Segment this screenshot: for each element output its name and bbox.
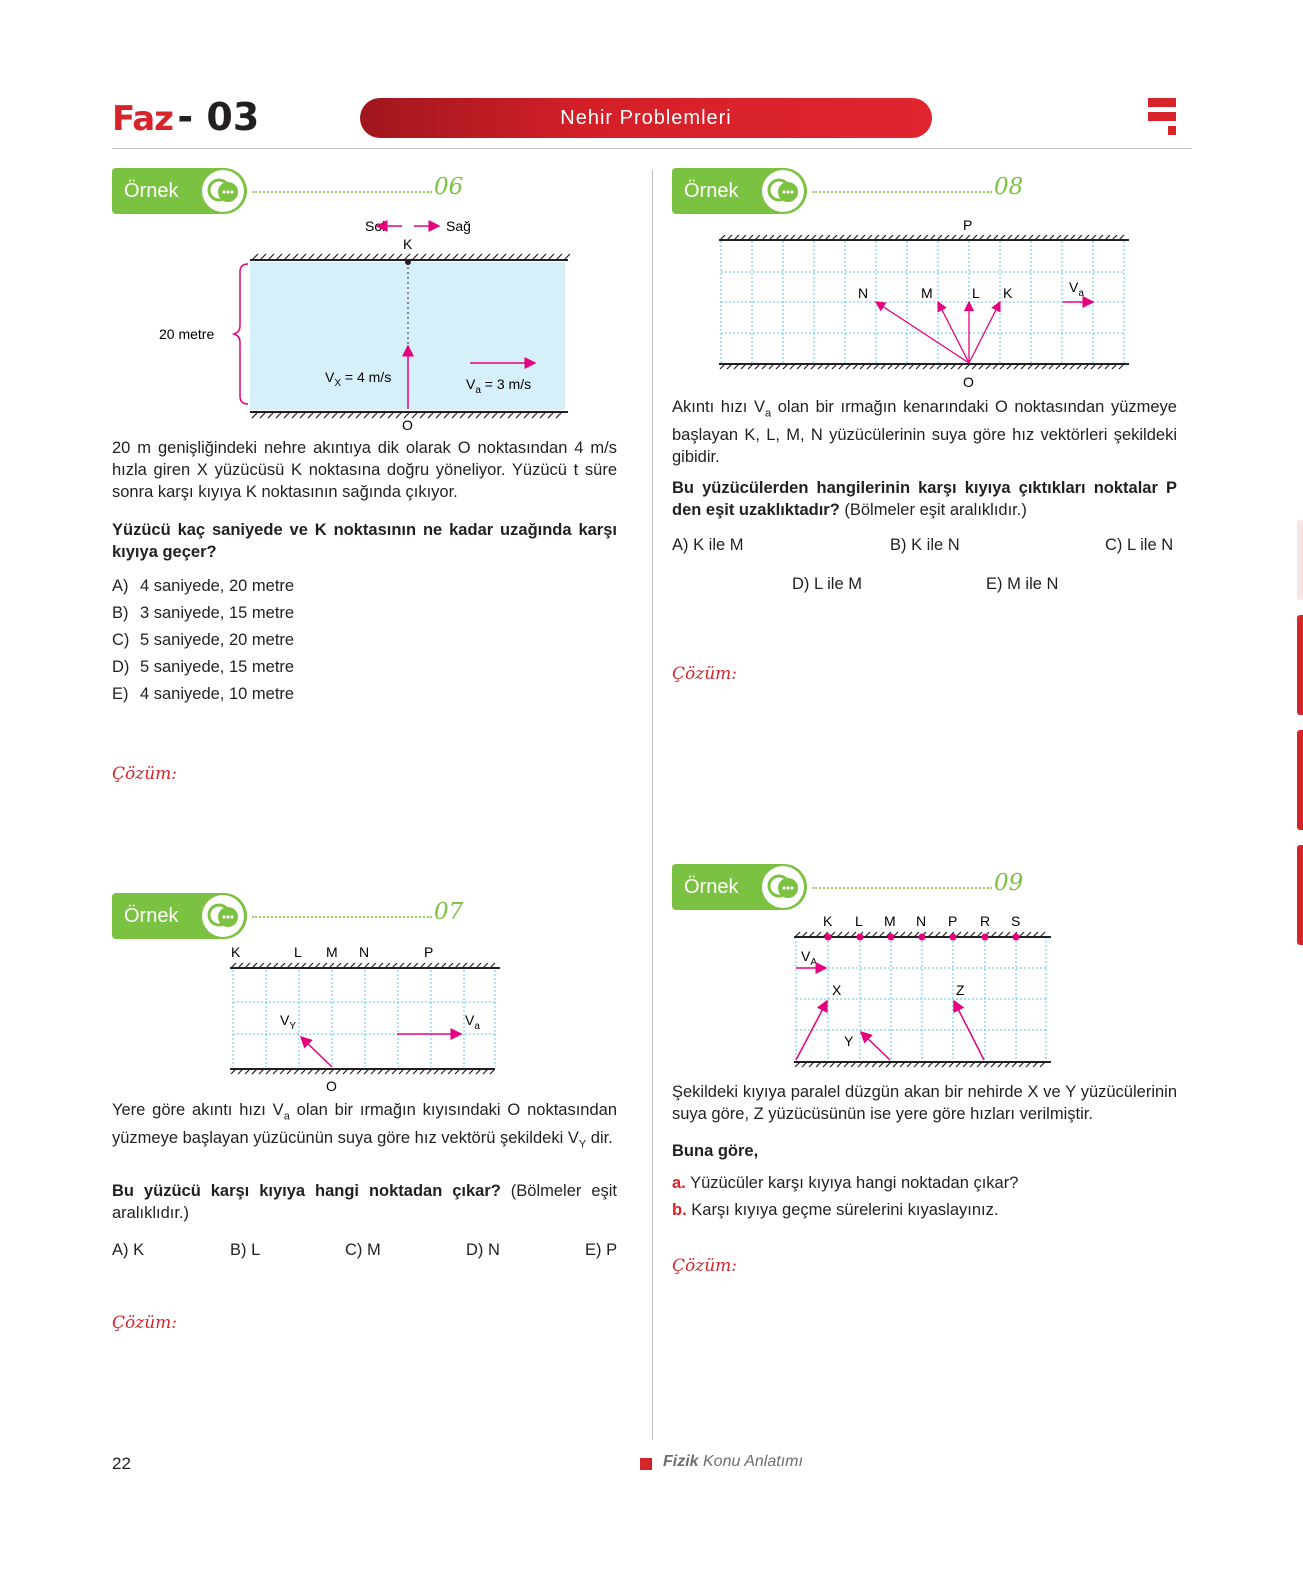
example-06-paragraph: 20 m genişliğindeki nehre akıntıya dik olarak O noktasından 4 m/s hızla giren X yüzücüsü K noktasına doğru yöneliyor. Yüzücü t süre sonra karşı kıyıya K noktasının sağında çıkıyor. bbox=[112, 439, 617, 501]
point-p: P bbox=[963, 217, 973, 233]
swimmer-y: Y bbox=[844, 1033, 854, 1049]
example-06-question: Yüzücü kaç saniyede ve K noktasının ne kadar uzağında karşı kıyıya geçer? bbox=[112, 521, 617, 561]
option-b[interactable]: B) K ile N bbox=[890, 536, 960, 554]
option-c[interactable]: C) M bbox=[345, 1241, 381, 1259]
option-c[interactable]: C) L ile N bbox=[1105, 536, 1174, 554]
example-header-07 bbox=[112, 893, 652, 939]
example-09-item-a: a. Yüzücüler karşı kıyıya hangi noktadan çıkar? bbox=[672, 1174, 1019, 1192]
point-n: N bbox=[916, 913, 927, 929]
point-n: N bbox=[858, 285, 869, 301]
chat-bubbles-icon bbox=[762, 866, 804, 908]
point-k: K bbox=[231, 944, 241, 960]
river-figure-09 bbox=[790, 910, 1055, 1070]
example-number: 06 bbox=[434, 174, 464, 200]
point-k: K bbox=[403, 236, 413, 252]
point-p: P bbox=[948, 913, 958, 929]
point-l: L bbox=[294, 944, 302, 960]
va-label: $V_a$ bbox=[465, 1012, 480, 1032]
header-divider bbox=[112, 148, 1192, 149]
swimmer-z: Z bbox=[956, 982, 965, 998]
brand-logo bbox=[112, 95, 262, 141]
option-d[interactable]: D) N bbox=[466, 1241, 500, 1259]
side-tab bbox=[1297, 845, 1303, 945]
example-header-08 bbox=[672, 168, 1192, 214]
swimmer-x: X bbox=[832, 982, 842, 998]
width-brace bbox=[234, 264, 248, 404]
example-06-options bbox=[112, 577, 512, 712]
dotted-leader bbox=[252, 191, 432, 193]
point-l: L bbox=[855, 913, 863, 929]
point-l: L bbox=[972, 285, 980, 301]
dotted-leader bbox=[812, 887, 992, 889]
option-c[interactable]: C) 5 saniyede, 20 metre bbox=[112, 631, 295, 649]
example-label: Örnek bbox=[112, 893, 247, 939]
option-e[interactable]: E) M ile N bbox=[986, 575, 1059, 593]
example-09-paragraph: Şekildeki kıyıya paralel düzgün akan bir nehirde X ve Y yüzücülerinin suya göre, Z yüzücüsünün ise yere göre hızları verilmiştir. bbox=[672, 1083, 1177, 1123]
point-k: K bbox=[823, 913, 833, 929]
option-d[interactable]: D) L ile M bbox=[792, 575, 862, 593]
example-09-item-b: b. Karşı kıyıya geçme sürelerini kıyaslayınız. bbox=[672, 1201, 999, 1219]
point-p: P bbox=[424, 944, 434, 960]
chat-bubbles-icon bbox=[762, 170, 804, 212]
vx-label: $V_X = 4$ m/s bbox=[325, 369, 392, 389]
option-e[interactable]: E) 4 saniyede, 10 metre bbox=[112, 685, 295, 703]
example-label: Örnek bbox=[672, 168, 807, 214]
point-k: K bbox=[1003, 285, 1013, 301]
example-09-lead: Buna göre, bbox=[672, 1142, 759, 1160]
chapter-number: - 03 bbox=[177, 95, 260, 139]
va-label: $V_a = 3$ m/s bbox=[466, 376, 532, 396]
vector-z bbox=[954, 1001, 984, 1060]
width-label: 20 metre bbox=[159, 326, 215, 342]
point-m: M bbox=[921, 285, 933, 301]
right-label: Sağ bbox=[446, 218, 471, 234]
example-08-question: Bu yüzücülerden hangilerinin karşı kıyıya çıktıkları noktalar P den eşit uzaklıktadır? (Bölmeler eşit aralıklıdır.) bbox=[672, 479, 1177, 519]
point-r: R bbox=[980, 913, 991, 929]
footer-square-icon bbox=[640, 1458, 652, 1470]
point-o: O bbox=[963, 374, 974, 390]
side-tab bbox=[1297, 520, 1303, 600]
solution-label-09: Çözüm: bbox=[672, 1256, 737, 1276]
example-08-paragraph: Akıntı hızı $V_a$ olan bir ırmağın kenarındaki O noktasından yüzmeye başlayan K, L, M, N yüzücülerinin suya göre hız vektörleri şekildeki gibidir. bbox=[672, 398, 1177, 467]
point-n: N bbox=[359, 944, 370, 960]
point-o: O bbox=[326, 1078, 337, 1094]
vy-label: $V_Y$ bbox=[280, 1012, 297, 1032]
brand-mark-icon bbox=[1148, 98, 1178, 138]
option-a[interactable]: A) K bbox=[112, 1241, 145, 1259]
footer-subject: Fizik Konu Anlatımı bbox=[663, 1453, 803, 1470]
brand-name: Faz bbox=[112, 99, 173, 139]
example-07-question: Bu yüzücü karşı kıyıya hangi noktadan çıkar? (Bölmeler eşit aralıklıdır.) bbox=[112, 1182, 617, 1222]
point-m: M bbox=[884, 913, 896, 929]
river-figure-06 bbox=[150, 212, 590, 437]
example-number: 07 bbox=[434, 899, 464, 925]
side-tab bbox=[1297, 615, 1303, 715]
va-label: $V_A$ bbox=[801, 948, 818, 968]
option-a[interactable]: A) 4 saniyede, 20 metre bbox=[112, 577, 295, 595]
river-figure-07 bbox=[225, 940, 510, 1098]
option-b[interactable]: B) L bbox=[230, 1241, 261, 1259]
point-o: O bbox=[402, 417, 413, 433]
solution-label-06: Çözüm: bbox=[112, 764, 177, 784]
vector-y bbox=[861, 1032, 890, 1060]
example-number: 08 bbox=[994, 174, 1024, 200]
point-k-dot bbox=[405, 259, 411, 265]
example-label: Örnek bbox=[112, 168, 247, 214]
river-figure-08 bbox=[715, 214, 1135, 394]
example-header-09 bbox=[672, 864, 1192, 910]
vy-arrow bbox=[301, 1037, 332, 1067]
example-number: 09 bbox=[994, 870, 1024, 896]
example-07-paragraph: Yere göre akıntı hızı $V_a$ olan bir ırmağın kıyısındaki O noktasından yüzmeye başlayan yüzücünün suya göre hız vektörü şekildeki $V_Y$ dir. bbox=[112, 1101, 618, 1151]
example-header-06 bbox=[112, 168, 652, 214]
page-number: 22 bbox=[112, 1454, 131, 1473]
side-tab bbox=[1297, 730, 1303, 830]
example-label: Örnek bbox=[672, 864, 807, 910]
option-d[interactable]: D) 5 saniyede, 15 metre bbox=[112, 658, 295, 676]
point-s: S bbox=[1011, 913, 1021, 929]
va-label: $V_a$ bbox=[1069, 279, 1084, 299]
option-a[interactable]: A) K ile M bbox=[672, 536, 744, 554]
dotted-leader bbox=[812, 191, 992, 193]
solution-label-08: Çözüm: bbox=[672, 664, 737, 684]
solution-label-07: Çözüm: bbox=[112, 1313, 177, 1333]
point-m: M bbox=[326, 944, 338, 960]
page-title: Nehir Problemleri bbox=[360, 98, 932, 138]
dotted-leader bbox=[252, 916, 432, 918]
column-divider bbox=[652, 170, 653, 1440]
option-e[interactable]: E) P bbox=[585, 1241, 618, 1259]
option-b[interactable]: B) 3 saniyede, 15 metre bbox=[112, 604, 295, 622]
chat-bubbles-icon bbox=[202, 895, 244, 937]
chat-bubbles-icon bbox=[202, 170, 244, 212]
left-label: Sol bbox=[365, 218, 386, 234]
